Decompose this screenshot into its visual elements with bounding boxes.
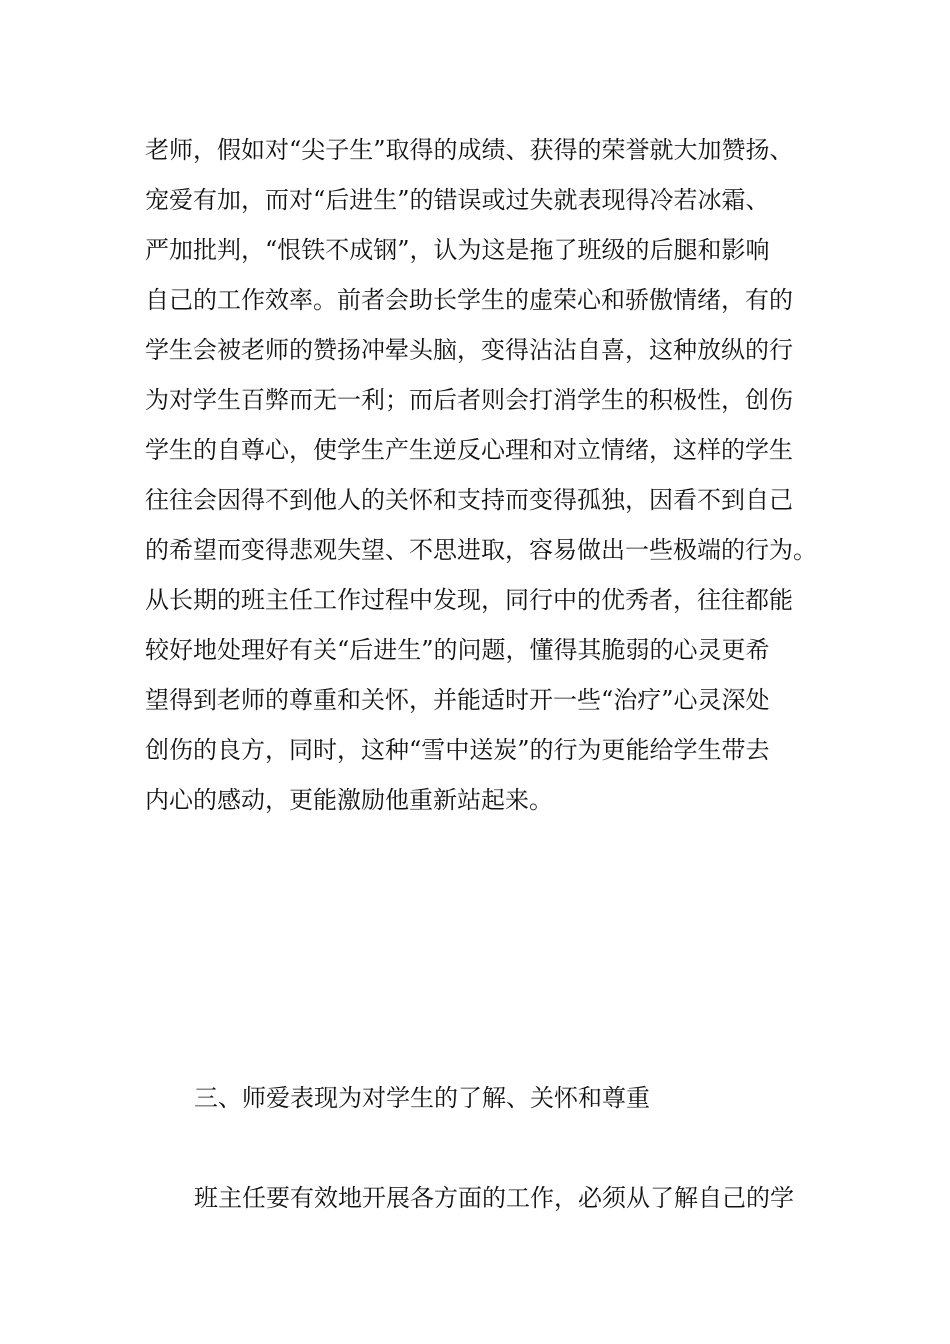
paragraph-line: 严加批判，“恨铁不成钢”，认为这是拖了班级的后腿和影响 (145, 236, 770, 264)
paragraph-line: 较好地处理好有关“后进生”的问题，懂得其脆弱的心灵更希 (145, 636, 770, 664)
section-heading: 三、师爱表现为对学生的了解、关怀和尊重 (194, 1084, 650, 1112)
paragraph-line: 班主任要有效地开展各方面的工作，必须从了解自己的学 (194, 1184, 794, 1212)
paragraph-line: 望得到老师的尊重和关怀，并能适时开一些“治疗”心灵深处 (145, 686, 770, 714)
paragraph-line: 创伤的良方，同时，这种“雪中送炭”的行为更能给学生带去 (145, 736, 770, 764)
paragraph-line: 宠爱有加，而对“后进生”的错误或过失就表现得冷若冰霜、 (145, 186, 770, 214)
paragraph-line: 往往会因得不到他人的关怀和支持而变得孤独，因看不到自己 (145, 486, 793, 514)
paragraph-line: 为对学生百弊而无一利；而后者则会打消学生的积极性，创伤 (145, 386, 793, 414)
paragraph-line: 学生的自尊心，使学生产生逆反心理和对立情绪，这样的学生 (145, 436, 793, 464)
paragraph-line: 老师，假如对“尖子生”取得的成绩、获得的荣誉就大加赞扬、 (145, 136, 794, 164)
paragraph-line: 学生会被老师的赞扬冲晕头脑，变得沾沾自喜，这种放纵的行 (145, 336, 793, 364)
paragraph-line: 从长期的班主任工作过程中发现，同行中的优秀者，往往都能 (145, 586, 793, 614)
paragraph-line: 内心的感动，更能激励他重新站起来。 (145, 786, 553, 814)
paragraph-line: 自己的工作效率。前者会助长学生的虚荣心和骄傲情绪，有的 (145, 286, 793, 314)
paragraph-line: 的希望而变得悲观失望、不思进取，容易做出一些极端的行为。 (145, 536, 817, 564)
